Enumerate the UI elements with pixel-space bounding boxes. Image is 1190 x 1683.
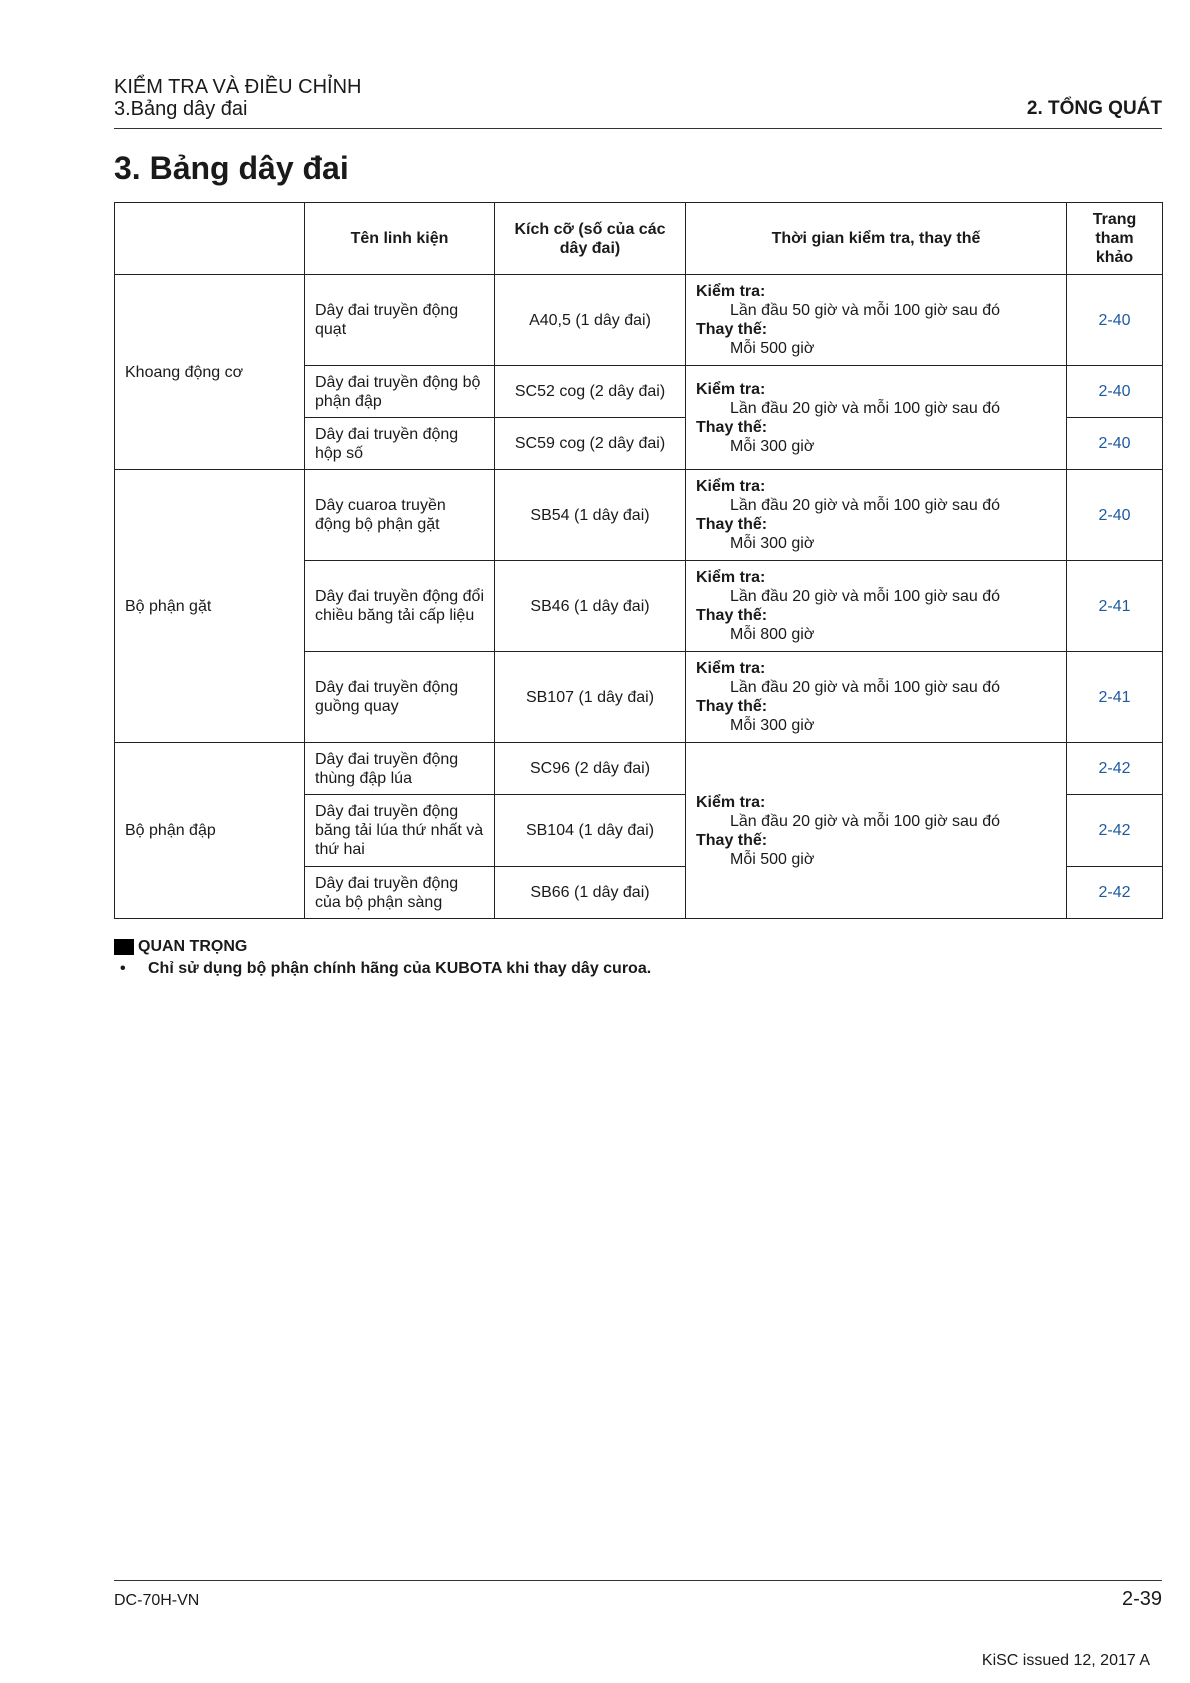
replace-label: Thay thế: — [696, 698, 768, 715]
important-heading: QUAN TRỌNG — [138, 938, 248, 955]
belt-size: SC59 cog (2 dây đai) — [495, 418, 686, 470]
table-header-row — [115, 203, 1163, 275]
belt-size: SC96 (2 dây đai) — [495, 743, 686, 795]
replace-interval: Mỗi 800 giờ — [730, 626, 815, 643]
header-part: Tên linh kiện — [305, 203, 495, 275]
header-area — [115, 203, 305, 275]
table-row — [115, 470, 1163, 561]
header-time: Thời gian kiểm tra, thay thế — [686, 203, 1067, 275]
replace-label: Thay thế: — [696, 607, 768, 624]
belt-size: SB107 (1 dây đai) — [495, 652, 686, 743]
check-label: Kiểm tra: — [696, 478, 766, 495]
part-name: Dây đai truyền động thùng đập lúa — [305, 743, 495, 795]
header-chapter: 2. TỔNG QUÁT — [1026, 98, 1162, 119]
replace-interval: Mỗi 300 giờ — [730, 535, 815, 552]
belt-size: SB66 (1 dây đai) — [495, 867, 686, 919]
replace-label: Thay thế: — [696, 418, 768, 436]
check-label: Kiểm tra: — [696, 569, 766, 586]
belt-size: SB54 (1 dây đai) — [495, 470, 686, 561]
area-cell: Bộ phận đập — [115, 743, 305, 919]
part-name: Dây đai truyền động hộp số — [305, 418, 495, 470]
table-row — [115, 275, 1163, 366]
replace-label: Thay thế: — [696, 321, 768, 338]
page-header — [114, 76, 1162, 129]
reference-page-link[interactable]: 2-40 — [1067, 418, 1163, 470]
part-name: Dây đai truyền động băng tải lúa thứ nhất và thứ hai — [305, 795, 495, 867]
footer-divider — [114, 1580, 1162, 1581]
check-interval: Lần đầu 20 giờ và mỗi 100 giờ sau đó — [730, 399, 1001, 417]
check-interval: Lần đầu 20 giờ và mỗi 100 giờ sau đó — [730, 497, 1001, 514]
reference-page-link[interactable]: 2-40 — [1067, 470, 1163, 561]
part-name: Dây đai truyền động đổi chiều băng tải cấp liệu — [305, 561, 495, 652]
replace-label: Thay thế: — [696, 516, 768, 533]
header-page: Trang tham khảo — [1067, 203, 1163, 275]
check-label: Kiểm tra: — [696, 793, 766, 811]
area-cell: Khoang động cơ — [115, 275, 305, 470]
part-name: Dây đai truyền động quạt — [305, 275, 495, 366]
reference-page-link[interactable]: 2-42 — [1067, 743, 1163, 795]
check-label: Kiểm tra: — [696, 380, 766, 398]
belt-table — [114, 202, 1163, 919]
interval-cell — [686, 743, 1067, 919]
check-interval: Lần đầu 20 giờ và mỗi 100 giờ sau đó — [730, 679, 1001, 696]
check-interval: Lần đầu 50 giờ và mỗi 100 giờ sau đó — [730, 302, 1001, 319]
header-size: Kích cỡ (số của các dây đai) — [495, 203, 686, 275]
important-square-icon — [114, 939, 134, 955]
interval-cell — [686, 470, 1067, 561]
belt-size: SB46 (1 dây đai) — [495, 561, 686, 652]
interval-cell — [686, 366, 1067, 470]
interval-cell — [686, 275, 1067, 366]
replace-interval: Mỗi 300 giờ — [730, 437, 815, 455]
page-title: 3. Bảng dây đai — [114, 150, 349, 186]
check-interval: Lần đầu 20 giờ và mỗi 100 giờ sau đó — [730, 812, 1001, 830]
check-label: Kiểm tra: — [696, 660, 766, 677]
footer-page-number: 2-39 — [1121, 1588, 1162, 1610]
bullet-icon: • — [120, 960, 126, 977]
replace-interval: Mỗi 300 giờ — [730, 717, 815, 734]
reference-page-link[interactable]: 2-41 — [1067, 652, 1163, 743]
important-notice — [114, 938, 651, 978]
interval-cell — [686, 652, 1067, 743]
footer-model: DC-70H-VN — [114, 1592, 200, 1609]
replace-interval: Mỗi 500 giờ — [730, 850, 815, 868]
important-item — [114, 960, 651, 978]
important-text: Chỉ sử dụng bộ phận chính hãng của KUBOTA khi thay dây curoa. — [148, 960, 652, 977]
issued-note: KiSC issued 12, 2017 A — [981, 1652, 1150, 1669]
part-name: Dây cuaroa truyền động bộ phận gặt — [305, 470, 495, 561]
part-name: Dây đai truyền động guồng quay — [305, 652, 495, 743]
header-section: KIỂM TRA VÀ ĐIỀU CHỈNH — [114, 76, 362, 98]
part-name: Dây đai truyền động của bộ phận sàng — [305, 867, 495, 919]
table-row — [115, 743, 1163, 795]
check-label: Kiểm tra: — [696, 283, 766, 300]
reference-page-link[interactable]: 2-42 — [1067, 867, 1163, 919]
check-interval: Lần đầu 20 giờ và mỗi 100 giờ sau đó — [730, 588, 1001, 605]
reference-page-link[interactable]: 2-42 — [1067, 795, 1163, 867]
belt-size: SB104 (1 dây đai) — [495, 795, 686, 867]
area-cell: Bộ phận gặt — [115, 470, 305, 743]
part-name: Dây đai truyền động bộ phận đập — [305, 366, 495, 418]
belt-size: SC52 cog (2 dây đai) — [495, 366, 686, 418]
interval-cell — [686, 561, 1067, 652]
reference-page-link[interactable]: 2-40 — [1067, 275, 1163, 366]
belt-size: A40,5 (1 dây đai) — [495, 275, 686, 366]
header-subsection: 3.Bảng dây đai — [114, 98, 248, 120]
replace-label: Thay thế: — [696, 831, 768, 849]
replace-interval: Mỗi 500 giờ — [730, 340, 815, 357]
reference-page-link[interactable]: 2-41 — [1067, 561, 1163, 652]
reference-page-link[interactable]: 2-40 — [1067, 366, 1163, 418]
